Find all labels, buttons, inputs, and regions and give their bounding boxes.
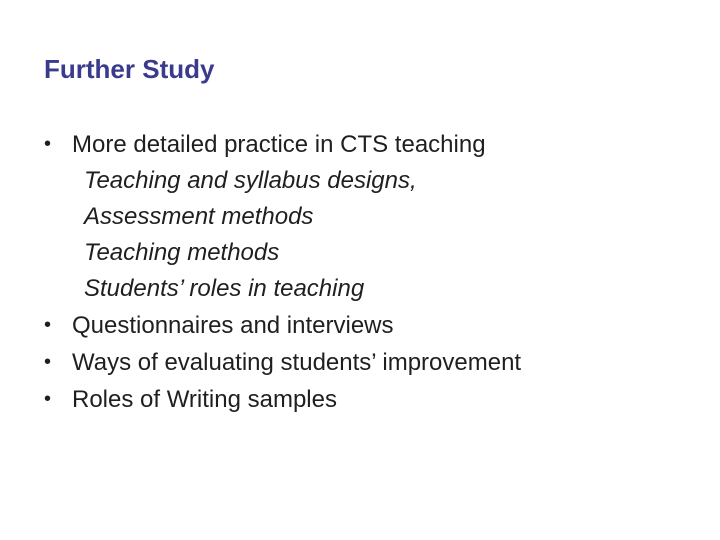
sub-item-assessment-methods: Assessment methods bbox=[84, 203, 314, 230]
bullet-marker: • bbox=[44, 314, 52, 336]
sub-list bbox=[72, 163, 521, 307]
bullet-text: Roles of Writing samples bbox=[72, 386, 337, 413]
bullet-marker: • bbox=[44, 388, 52, 410]
bullet-list bbox=[44, 126, 521, 418]
sub-item-syllabus-designs: Teaching and syllabus designs, bbox=[84, 167, 417, 194]
bullet-marker: • bbox=[44, 351, 52, 373]
bullet-item-writing-samples bbox=[44, 381, 521, 418]
bullet-item-questionnaires bbox=[44, 307, 521, 344]
bullet-text: More detailed practice in CTS teaching bbox=[72, 131, 486, 158]
bullet-marker: • bbox=[44, 133, 52, 155]
bullet-item-cts-practice bbox=[44, 126, 521, 307]
bullet-text: Ways of evaluating students’ improvement bbox=[72, 349, 522, 376]
slide-title: Further Study bbox=[44, 54, 215, 84]
bullet-item-evaluating-improvement bbox=[44, 344, 521, 381]
sub-item-students-roles: Students’ roles in teaching bbox=[84, 275, 365, 302]
sub-item-teaching-methods: Teaching methods bbox=[84, 239, 280, 266]
bullet-text: Questionnaires and interviews bbox=[72, 312, 394, 339]
